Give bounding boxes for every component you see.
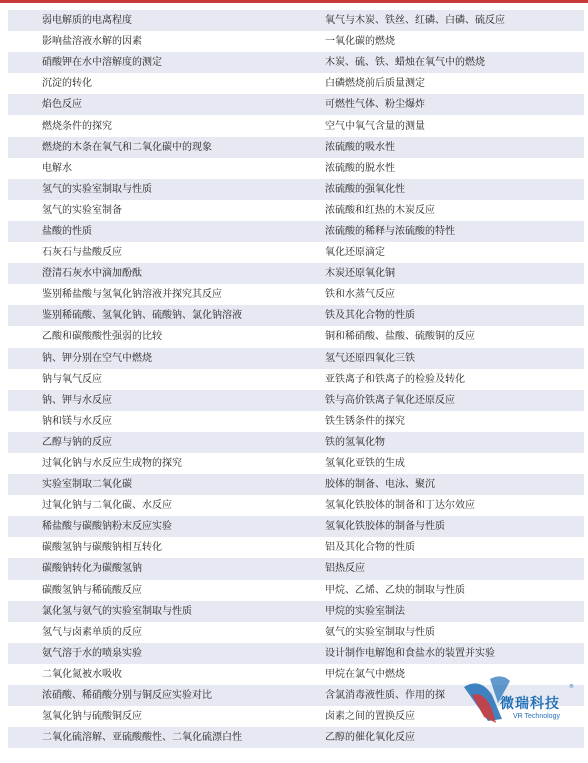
table-row <box>8 348 584 369</box>
experiment-name-left: 乙酸和碳酸酸性强弱的比较 <box>42 331 162 343</box>
experiment-name-right: 浓硫酸的吸水性 <box>325 141 395 153</box>
experiment-name-left: 燃烧条件的探究 <box>42 120 112 132</box>
experiment-name-left: 弱电解质的电离程度 <box>42 15 132 27</box>
table-row <box>8 516 584 537</box>
experiment-name-left: 焰色反应 <box>42 99 82 111</box>
experiment-name-left: 稀盐酸与碳酸钠粉末反应实验 <box>42 521 172 533</box>
table-row <box>8 558 584 579</box>
table-row <box>8 474 584 495</box>
table-row <box>8 31 584 52</box>
table-row <box>8 10 584 31</box>
experiment-name-left: 电解水 <box>42 162 72 174</box>
experiment-name-right: 甲烷的实验室制法 <box>325 605 405 617</box>
experiment-name-right: 可燃性气体、粉尘爆炸 <box>325 99 425 111</box>
table-row <box>8 200 584 221</box>
experiment-name-right: 甲烷、乙烯、乙炔的制取与性质 <box>325 584 465 596</box>
experiment-name-left: 澄清石灰水中滴加酚酞 <box>42 268 142 280</box>
experiment-name-left: 氢气的实验室制备 <box>42 204 122 216</box>
experiment-name-right: 氧气与木炭、铁丝、红磷、白磷、硫反应 <box>325 15 505 27</box>
experiment-name-right: 含氯消毒液性质、作用的探 <box>325 690 445 702</box>
table-row <box>8 622 584 643</box>
experiment-name-left: 钠与氧气反应 <box>42 373 102 385</box>
table-row <box>8 94 584 115</box>
top-accent-bar <box>0 0 588 3</box>
experiment-name-left: 石灰石与盐酸反应 <box>42 247 122 259</box>
experiment-name-right: 铝热反应 <box>325 563 365 575</box>
table-row <box>8 453 584 474</box>
table-row <box>8 643 584 664</box>
experiment-name-left: 氢气的实验室制取与性质 <box>42 183 152 195</box>
table-row <box>8 305 584 326</box>
experiment-name-left: 氨气溶于水的喷泉实验 <box>42 647 142 659</box>
experiment-name-right: 铁和水蒸气反应 <box>325 289 395 301</box>
experiment-name-left: 过氧化钠与二氧化碳、水反应 <box>42 500 172 512</box>
experiment-name-right: 乙醇的催化氧化反应 <box>325 732 415 744</box>
table-row <box>8 326 584 347</box>
experiment-name-right: 一氧化碳的燃烧 <box>325 36 395 48</box>
experiment-name-right: 卤素之间的置换反应 <box>325 711 415 723</box>
experiment-name-right: 浓硫酸和红热的木炭反应 <box>325 204 435 216</box>
experiment-name-left: 盐酸的性质 <box>42 225 92 237</box>
experiment-name-right: 设计制作电解饱和食盐水的装置并实验 <box>325 647 495 659</box>
table-row <box>8 601 584 622</box>
experiment-name-right: 胶体的制备、电泳、聚沉 <box>325 479 435 491</box>
experiment-name-right: 木炭还原氧化铜 <box>325 268 395 280</box>
experiment-name-left: 钠、钾与水反应 <box>42 394 112 406</box>
experiment-name-right: 木炭、硫、铁、蜡烛在氧气中的燃烧 <box>325 57 485 69</box>
experiment-name-right: 浓硫酸的强氧化性 <box>325 183 405 195</box>
experiment-name-left: 氢氧化钠与硫酸铜反应 <box>42 711 142 723</box>
experiment-name-left: 碳酸氢钠与稀硫酸反应 <box>42 584 142 596</box>
table-row <box>8 52 584 73</box>
experiment-name-right: 氢氧化铁胶体的制备与性质 <box>325 521 445 533</box>
table-row <box>8 137 584 158</box>
experiment-name-right: 铁生锈条件的探究 <box>325 415 405 427</box>
experiment-name-left: 鉴别稀盐酸与氢氧化钠溶液并探究其反应 <box>42 289 222 301</box>
experiment-name-right: 铁与高价铁离子氧化还原反应 <box>325 394 455 406</box>
experiment-name-right: 浓硫酸的脱水性 <box>325 162 395 174</box>
experiment-name-right: 氧化还原滴定 <box>325 247 385 259</box>
experiment-name-right: 氢氧化铁胶体的制备和丁达尔效应 <box>325 500 475 512</box>
experiment-name-left: 钠和镁与水反应 <box>42 415 112 427</box>
experiment-name-left: 鉴别稀硫酸、氢氧化钠、硫酸钠、氯化钠溶液 <box>42 310 242 322</box>
table-row <box>8 411 584 432</box>
experiment-name-right: 氢气还原四氧化三铁 <box>325 352 415 364</box>
experiment-name-left: 钠、钾分别在空气中燃烧 <box>42 352 152 364</box>
table-row <box>8 179 584 200</box>
table-row <box>8 495 584 516</box>
experiment-name-left: 氯化氢与氨气的实验室制取与性质 <box>42 605 192 617</box>
experiment-name-left: 过氧化钠与水反应生成物的探究 <box>42 458 182 470</box>
experiment-name-left: 浓硝酸、稀硝酸分别与铜反应实验对比 <box>42 690 212 702</box>
experiment-name-left: 碳酸钠转化为碳酸氢钠 <box>42 563 142 575</box>
table-row <box>8 263 584 284</box>
experiment-name-left: 燃烧的木条在氧气和二氧化碳中的现象 <box>42 141 212 153</box>
experiment-name-right: 甲烷在氯气中燃烧 <box>325 668 405 680</box>
table-row <box>8 284 584 305</box>
table-row <box>8 432 584 453</box>
experiment-name-right: 铝及其化合物的性质 <box>325 542 415 554</box>
table-row <box>8 390 584 411</box>
experiment-name-right: 铁及其化合物的性质 <box>325 310 415 322</box>
experiment-name-left: 沉淀的转化 <box>42 78 92 90</box>
experiment-name-left: 影响盐溶液水解的因素 <box>42 36 142 48</box>
experiment-name-right: 铜和稀硝酸、盐酸、硫酸铜的反应 <box>325 331 475 343</box>
experiment-name-right: 空气中氧气含量的测量 <box>325 120 425 132</box>
experiment-name-right: 亚铁离子和铁离子的检验及转化 <box>325 373 465 385</box>
experiment-name-right: 浓硫酸的稀释与浓硫酸的特性 <box>325 225 455 237</box>
experiment-name-right: 氨气的实验室制取与性质 <box>325 626 435 638</box>
experiment-name-right: 白磷燃烧前后质量测定 <box>325 78 425 90</box>
table-row <box>8 369 584 390</box>
experiment-name-left: 二氧化硫溶解、亚硫酸酸性、二氧化硫漂白性 <box>42 732 242 744</box>
table-row <box>8 73 584 94</box>
experiment-name-left: 二氧化氮被水吸收 <box>42 668 122 680</box>
experiment-name-left: 碳酸氢钠与碳酸钠相互转化 <box>42 542 162 554</box>
logo-registered-mark: ® <box>569 684 574 690</box>
logo-subtitle: VR Technology <box>513 713 560 720</box>
table-row <box>8 537 584 558</box>
experiment-name-left: 乙醇与钠的反应 <box>42 436 112 448</box>
experiment-name-right: 铁的氢氧化物 <box>325 436 385 448</box>
logo-name: 微瑞科技 <box>500 696 560 712</box>
table-row <box>8 580 584 601</box>
table-row <box>8 115 584 136</box>
table-row <box>8 158 584 179</box>
experiment-name-right: 氢氧化亚铁的生成 <box>325 458 405 470</box>
table-row <box>8 242 584 263</box>
experiment-table <box>8 10 584 748</box>
experiment-name-left: 氢气与卤素单质的反应 <box>42 626 142 638</box>
experiment-name-left: 硝酸钾在水中溶解度的测定 <box>42 57 162 69</box>
experiment-name-left: 实验室制取二氧化碳 <box>42 479 132 491</box>
table-row <box>8 221 584 242</box>
